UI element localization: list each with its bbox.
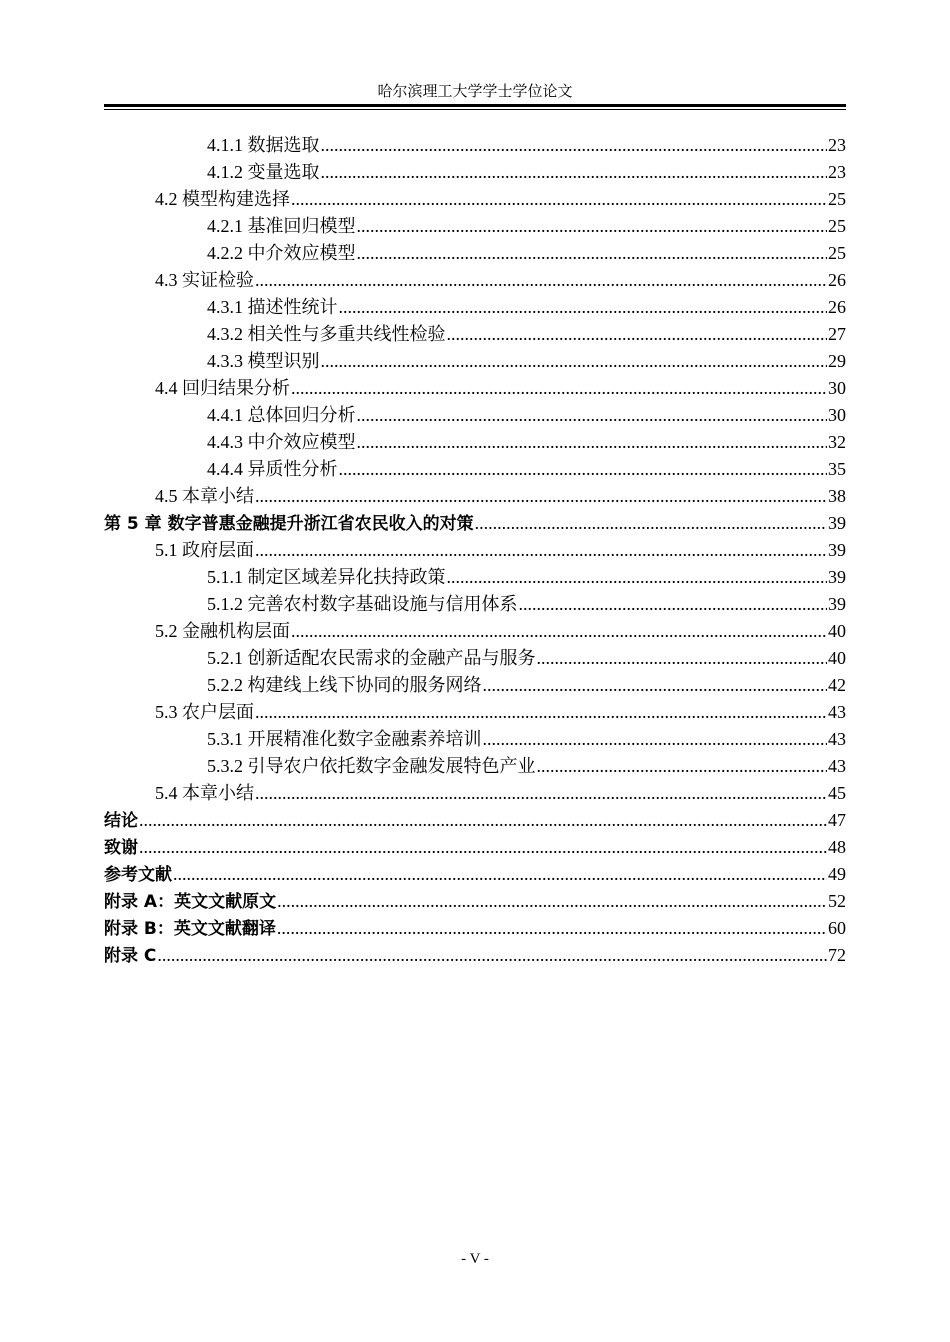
- toc-entry[interactable]: [104, 861, 846, 888]
- toc-entry-title: 附录 C: [104, 946, 157, 966]
- toc-entry[interactable]: [104, 132, 846, 159]
- toc-dot-leader: [139, 807, 827, 834]
- toc-entry[interactable]: [104, 375, 846, 402]
- toc-entry-page-number: 43: [828, 702, 846, 722]
- toc-dot-leader: [255, 483, 827, 510]
- toc-entry-title: 4.2.2 中介效应模型: [207, 243, 356, 263]
- toc-dot-leader: [537, 753, 828, 780]
- toc-dot-leader: [519, 591, 828, 618]
- toc-entry[interactable]: [104, 321, 846, 348]
- toc-entry-page-number: 52: [828, 891, 846, 911]
- toc-entry-page-number: 49: [828, 864, 846, 884]
- toc-entry[interactable]: [104, 672, 846, 699]
- header-rule-thick: [104, 104, 846, 107]
- toc-entry-title: 5.2 金融机构层面: [155, 621, 290, 641]
- toc-entry[interactable]: [104, 186, 846, 213]
- toc-dot-leader: [139, 834, 827, 861]
- toc-entry-page-number: 42: [828, 675, 846, 695]
- toc-dot-leader: [255, 267, 827, 294]
- toc-dot-leader: [357, 213, 828, 240]
- toc-entry-page-number: 43: [828, 756, 846, 776]
- toc-entry[interactable]: [104, 726, 846, 753]
- toc-entry-page-number: 38: [828, 486, 846, 506]
- toc-dot-leader: [537, 645, 828, 672]
- toc-entry-title: 4.4.4 异质性分析: [207, 459, 338, 479]
- toc-entry-title: 致谢: [104, 838, 138, 858]
- toc-entry[interactable]: [104, 834, 846, 861]
- toc-entry[interactable]: [104, 645, 846, 672]
- toc-dot-leader: [357, 402, 828, 429]
- toc-entry-title: 4.3.3 模型识别: [207, 351, 320, 371]
- toc-entry-page-number: 40: [828, 648, 846, 668]
- toc-dot-leader: [291, 186, 827, 213]
- toc-entry-page-number: 35: [828, 459, 846, 479]
- toc-entry-title: 参考文献: [104, 865, 172, 885]
- toc-entry[interactable]: [104, 240, 846, 267]
- toc-entry-page-number: 43: [828, 729, 846, 749]
- toc-dot-leader: [255, 780, 827, 807]
- toc-entry-page-number: 39: [828, 567, 846, 587]
- toc-entry[interactable]: [104, 159, 846, 186]
- toc-entry-title: 5.4 本章小结: [155, 783, 254, 803]
- toc-entry-page-number: 39: [828, 513, 846, 533]
- toc-dot-leader: [357, 429, 828, 456]
- toc-entry-page-number: 25: [828, 189, 846, 209]
- toc-entry[interactable]: [104, 429, 846, 456]
- toc-entry-title: 5.1 政府层面: [155, 540, 254, 560]
- toc-dot-leader: [321, 348, 828, 375]
- toc-dot-leader: [277, 915, 827, 942]
- toc-entry[interactable]: [104, 807, 846, 834]
- toc-entry[interactable]: [104, 402, 846, 429]
- toc-entry[interactable]: [104, 942, 846, 969]
- toc-entry[interactable]: [104, 483, 846, 510]
- toc-entry-title: 5.3.2 引导农户依托数字金融发展特色产业: [207, 756, 536, 776]
- toc-entry-title: 4.4.3 中介效应模型: [207, 432, 356, 452]
- toc-entry-title: 结论: [104, 811, 138, 831]
- toc-entry-title: 4.3.1 描述性统计: [207, 297, 338, 317]
- toc-entry-page-number: 25: [828, 243, 846, 263]
- toc-entry-page-number: 26: [828, 270, 846, 290]
- toc-entry-page-number: 45: [828, 783, 846, 803]
- toc-entry[interactable]: [104, 780, 846, 807]
- table-of-contents: [104, 132, 846, 969]
- toc-entry[interactable]: [104, 348, 846, 375]
- toc-entry-page-number: 27: [828, 324, 846, 344]
- toc-entry-title: 5.2.1 创新适配农民需求的金融产品与服务: [207, 648, 536, 668]
- toc-dot-leader: [475, 510, 827, 537]
- toc-entry-title: 5.3 农户层面: [155, 702, 254, 722]
- running-header: 哈尔滨理工大学学士学位论文: [377, 82, 573, 100]
- toc-entry[interactable]: [104, 888, 846, 915]
- toc-dot-leader: [321, 132, 828, 159]
- toc-entry[interactable]: [104, 591, 846, 618]
- toc-entry-title: 5.3.1 开展精准化数字金融素养培训: [207, 729, 482, 749]
- toc-entry[interactable]: [104, 618, 846, 645]
- toc-dot-leader: [357, 240, 828, 267]
- toc-entry-page-number: 30: [828, 378, 846, 398]
- toc-dot-leader: [277, 888, 827, 915]
- toc-entry-title: 4.3 实证检验: [155, 270, 254, 290]
- toc-entry-page-number: 23: [828, 135, 846, 155]
- toc-entry-page-number: 48: [828, 837, 846, 857]
- toc-entry-title: 5.1.1 制定区域差异化扶持政策: [207, 567, 446, 587]
- toc-dot-leader: [339, 456, 828, 483]
- toc-entry-title: 4.4.1 总体回归分析: [207, 405, 356, 425]
- toc-entry[interactable]: [104, 213, 846, 240]
- toc-entry[interactable]: [104, 267, 846, 294]
- toc-entry-page-number: 72: [828, 945, 846, 965]
- toc-dot-leader: [255, 699, 827, 726]
- toc-entry-page-number: 32: [828, 432, 846, 452]
- toc-entry-page-number: 29: [828, 351, 846, 371]
- toc-entry-title: 4.1.2 变量选取: [207, 162, 320, 182]
- toc-dot-leader: [447, 321, 828, 348]
- toc-entry-title: 附录 B：英文文献翻译: [104, 919, 276, 939]
- toc-dot-leader: [291, 375, 827, 402]
- toc-entry[interactable]: [104, 915, 846, 942]
- toc-entry-page-number: 23: [828, 162, 846, 182]
- page-number: - V -: [461, 1251, 489, 1267]
- toc-dot-leader: [483, 672, 828, 699]
- toc-entry-title: 4.1.1 数据选取: [207, 135, 320, 155]
- toc-entry-page-number: 26: [828, 297, 846, 317]
- toc-dot-leader: [339, 294, 828, 321]
- toc-entry-title: 4.2 模型构建选择: [155, 189, 290, 209]
- toc-entry[interactable]: [104, 699, 846, 726]
- toc-entry-title: 4.5 本章小结: [155, 486, 254, 506]
- toc-entry-page-number: 60: [828, 918, 846, 938]
- toc-entry-page-number: 39: [828, 540, 846, 560]
- toc-entry-page-number: 40: [828, 621, 846, 641]
- toc-dot-leader: [447, 564, 828, 591]
- toc-entry[interactable]: [104, 510, 846, 537]
- toc-entry[interactable]: [104, 753, 846, 780]
- toc-dot-leader: [157, 942, 827, 969]
- toc-entry-page-number: 25: [828, 216, 846, 236]
- toc-dot-leader: [173, 861, 827, 888]
- toc-entry-title: 4.3.2 相关性与多重共线性检验: [207, 324, 446, 344]
- toc-entry-title: 4.4 回归结果分析: [155, 378, 290, 398]
- toc-entry-title: 4.2.1 基准回归模型: [207, 216, 356, 236]
- toc-entry-title: 第 5 章 数字普惠金融提升浙江省农民收入的对策: [104, 514, 474, 534]
- toc-entry-page-number: 39: [828, 594, 846, 614]
- toc-entry-page-number: 30: [828, 405, 846, 425]
- toc-entry-page-number: 47: [828, 810, 846, 830]
- toc-entry[interactable]: [104, 537, 846, 564]
- toc-dot-leader: [291, 618, 827, 645]
- header-rule-thin: [104, 109, 846, 110]
- toc-dot-leader: [483, 726, 828, 753]
- toc-entry[interactable]: [104, 564, 846, 591]
- toc-entry[interactable]: [104, 294, 846, 321]
- toc-dot-leader: [255, 537, 827, 564]
- toc-entry-title: 5.2.2 构建线上线下协同的服务网络: [207, 675, 482, 695]
- toc-entry-title: 5.1.2 完善农村数字基础设施与信用体系: [207, 594, 518, 614]
- toc-dot-leader: [321, 159, 828, 186]
- toc-entry-title: 附录 A：英文文献原文: [104, 892, 277, 912]
- toc-entry[interactable]: [104, 456, 846, 483]
